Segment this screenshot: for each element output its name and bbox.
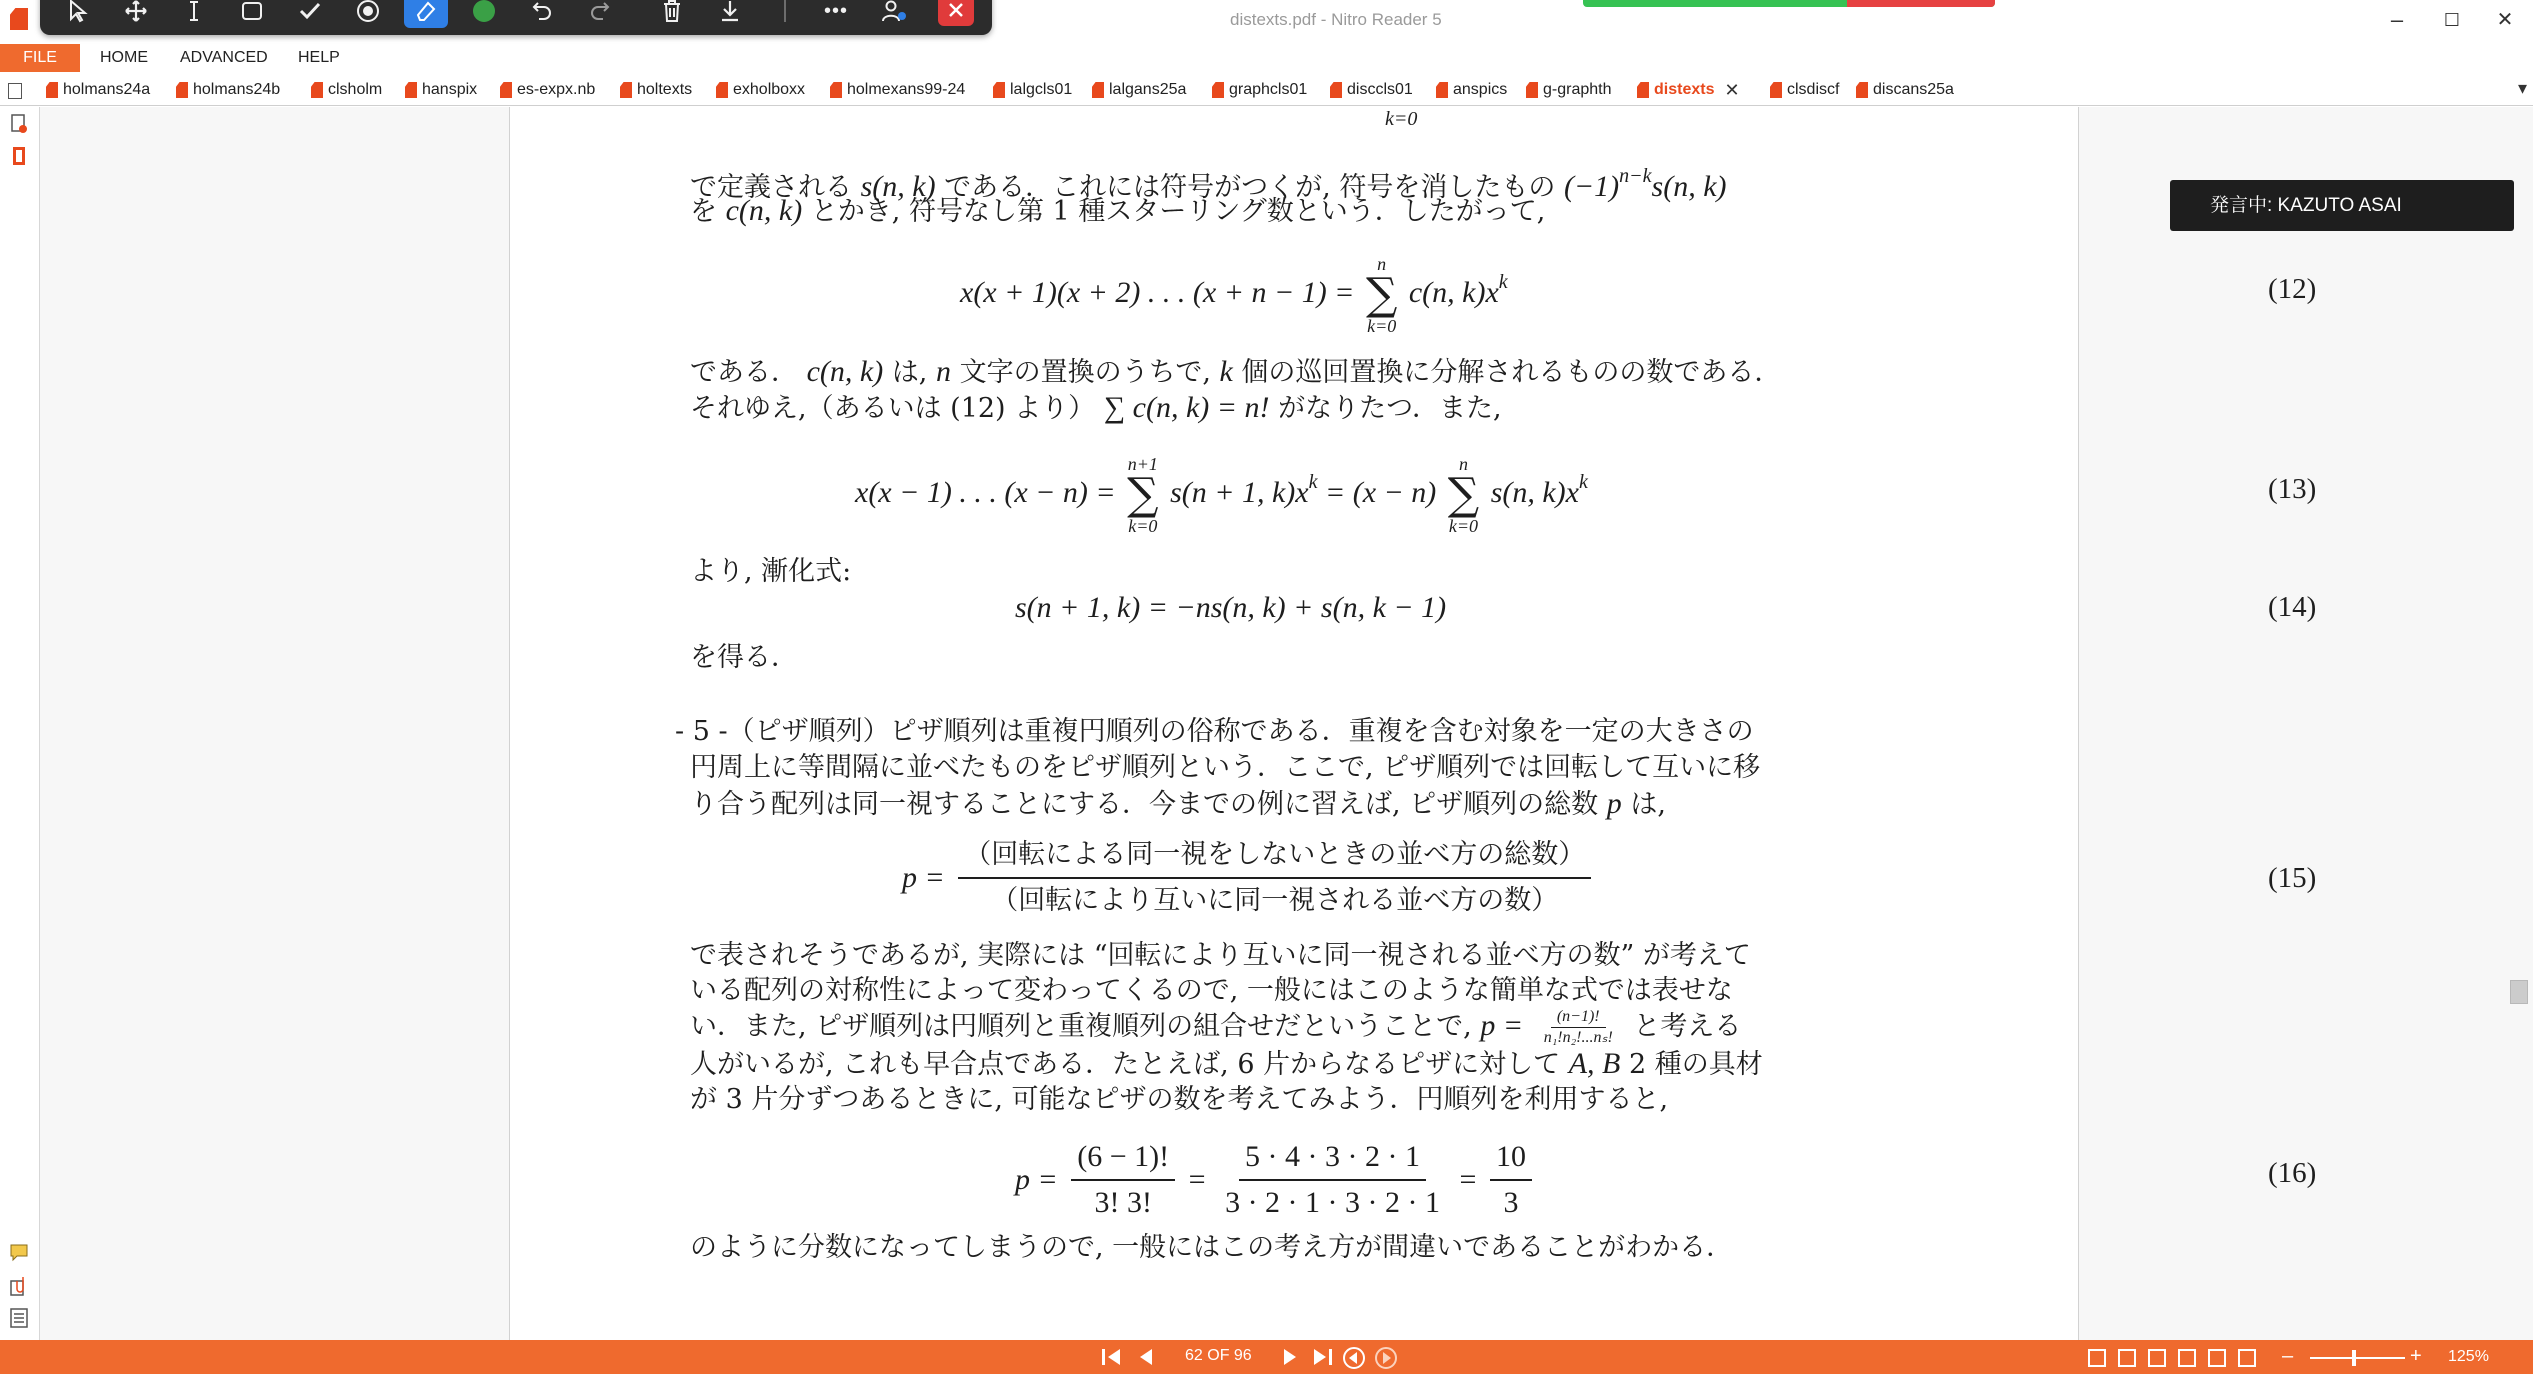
pdf-file-icon: [830, 82, 842, 98]
tab-holmans24a[interactable]: holmans24a: [46, 78, 150, 102]
first-page-icon[interactable]: [1100, 1346, 1128, 1373]
vertical-scrollbar-thumb[interactable]: [2510, 980, 2528, 1004]
document-viewport[interactable]: [40, 107, 2533, 1340]
document-tab-bar: [0, 74, 2533, 106]
toolbar-divider: [784, 0, 786, 22]
equation-13: x(x − 1) . . . (x − n) = n+1 ∑ k=0 s(n + 1, $k)x^k = (x - n)$ n ∑ k=0 s(n, $k)x^k$: [855, 454, 1588, 537]
minimize-button[interactable]: –: [2390, 7, 2404, 32]
pdf-file-icon: [500, 82, 512, 98]
equation-number-15: (15): [2268, 862, 2317, 894]
select-arrow-icon[interactable]: [56, 0, 100, 28]
last-page-icon[interactable]: [1308, 1346, 1336, 1373]
tab-es-expx[interactable]: es-expx.nb: [500, 78, 595, 102]
pages-thumbnail-icon[interactable]: [9, 113, 29, 135]
maximize-button[interactable]: ☐: [2443, 10, 2461, 30]
paragraph-line: のように分数になってしまうので, 一般にはこの考え方が間違いであることがわかる．: [690, 1232, 1734, 1263]
continuous-view-icon[interactable]: [2118, 1349, 2136, 1367]
tab-graphcls01[interactable]: graphcls01: [1212, 78, 1307, 102]
equation-number-13: (13): [2268, 473, 2317, 505]
ribbon-menu: [0, 44, 2533, 72]
pdf-file-icon: [716, 82, 728, 98]
equation-number-12: (12): [2268, 273, 2317, 305]
attachments-icon[interactable]: [9, 1275, 29, 1297]
undo-icon[interactable]: [520, 0, 564, 28]
equation-12: x(x + 1)(x + 2) . . . (x + n − 1) = n ∑ k=0 c(n, $k)x^k$: [960, 254, 1508, 337]
tab-exholboxx[interactable]: exholboxx: [716, 78, 805, 102]
previous-page-icon[interactable]: [1136, 1346, 1156, 1373]
pdf-file-icon: [1092, 82, 1104, 98]
pdf-file-icon: [311, 82, 323, 98]
comments-icon[interactable]: [9, 1242, 29, 1264]
tab-distexts[interactable]: distexts ✕: [1637, 78, 1740, 102]
zoom-in-button[interactable]: +: [2410, 1345, 2422, 1367]
annotation-toolbar: [40, 0, 992, 35]
output-list-icon[interactable]: [9, 1307, 29, 1329]
tab-holmans24b[interactable]: holmans24b: [176, 78, 280, 102]
tab-lalgcls01[interactable]: lalgcls01: [993, 78, 1072, 102]
move-icon[interactable]: [114, 0, 158, 28]
single-page-view-icon[interactable]: [2088, 1349, 2106, 1367]
paragraph-line: 円周上に等間隔に並べたものをピザ順列という．ここで, ピザ順列では回転して互いに移: [690, 752, 1761, 783]
text-cursor-icon[interactable]: [172, 0, 216, 28]
equation-15: p = $\frac{\text{（回転による同一視をしないときの並べ方の総数）}}{\text{（回転により互いに同一視される並べ方の数）}}$: [902, 835, 1597, 921]
status-bar: [0, 1340, 2533, 1374]
document-list-icon[interactable]: [8, 83, 22, 99]
equation-16: p = $\frac{(6 - 1)!}{3! 3!}$ = $\frac{5 \cdot 4 \cdot 3 \cdot 2 \cdot 1}{3 \cdot 2 \cdot 1 \cdot 3 \cdot 2 \cdot 1}$ = $\frac{10}{3}$: [1015, 1137, 1538, 1223]
pdf-file-icon: [176, 82, 188, 98]
tab-hanspix[interactable]: hanspix: [405, 78, 477, 102]
pdf-file-icon: [620, 82, 632, 98]
menu-advanced[interactable]: ADVANCED: [180, 49, 268, 66]
tab-discans25a[interactable]: discans25a: [1856, 78, 1954, 102]
user-settings-icon[interactable]: [872, 0, 916, 28]
zoom-out-button[interactable]: –: [2282, 1345, 2294, 1367]
pdf-file-icon: [1526, 82, 1538, 98]
speaking-indicator: 発言中: KAZUTO ASAI: [2170, 180, 2514, 231]
tab-close-icon[interactable]: ✕: [1724, 79, 1740, 100]
menu-home[interactable]: HOME: [100, 49, 148, 66]
pdf-file-icon: [1856, 82, 1868, 98]
pdf-file-icon: [993, 82, 1005, 98]
checkmark-icon[interactable]: [288, 0, 332, 28]
facing-view-icon[interactable]: [2148, 1349, 2166, 1367]
paragraph-line: 人がいるが, これも早合点である．たとえば, 6 片からなるピザに対して A, B 2 種の具材: [690, 1047, 1763, 1080]
redo-icon[interactable]: [578, 0, 622, 28]
equation-14: s(n + 1, k) = −ns(n, k) + s(n, k − 1): [1015, 591, 1447, 624]
paragraph-line: で表されそうであるが, 実際には “回転により互いに同一視される並べ方の数” が考えて: [690, 940, 1751, 971]
sum-limit-fragment: k=0: [1385, 108, 1418, 130]
pdf-file-icon: [46, 82, 58, 98]
equation-number-16: (16): [2268, 1157, 2317, 1189]
section-5-line: - 5 -（ピザ順列）ピザ順列は重複円順列の俗称である．重複を含む対象を一定の大きさの: [675, 716, 1754, 747]
close-toolbar-icon[interactable]: [938, 0, 974, 26]
tab-lalgans25a[interactable]: lalgans25a: [1092, 78, 1186, 102]
next-view-icon[interactable]: [1374, 1346, 1398, 1374]
status-strip-red: [1847, 0, 1995, 7]
pdf-file-icon: [1330, 82, 1342, 98]
tab-clsdiscf[interactable]: clsdiscf: [1770, 78, 1839, 102]
meeting-status-strip: [1583, 0, 1995, 7]
more-options-button[interactable]: •••: [823, 0, 848, 22]
nitro-logo-icon: [10, 8, 28, 30]
paragraph-line: である． c(n, k) は, n 文字の置換のうちで, k 個の巡回置換に分解されるものの数である．: [690, 355, 1782, 388]
pdf-file-icon: [1212, 82, 1224, 98]
menu-file[interactable]: FILE: [0, 44, 80, 72]
close-window-button[interactable]: ✕: [2496, 9, 2514, 31]
paragraph-line: り合う配列は同一視することにする．今までの例に習えば, ピザ順列の総数 p は,: [690, 787, 1666, 820]
tab-holmexans99-24[interactable]: holmexans99-24: [830, 78, 965, 102]
tab-anspics[interactable]: anspics: [1436, 78, 1507, 102]
tab-overflow-chevron-icon[interactable]: ▾: [2517, 78, 2527, 98]
paragraph-line: い．また, ピザ順列は円順列と重複順列の組合せだということで, p = $\frac{(n-1)!}{\text{n₁!n₂!...nₛ!}}$ と考える: [690, 1008, 1742, 1046]
paragraph-line: を c(n, k) とかき, 符号なし第 1 種スターリング数という．したがって,: [690, 194, 1546, 227]
paragraph-line: いる配列の対称性によって変わってくるので, 一般にはこのような簡単な式では表せな: [690, 975, 1733, 1006]
rectangle-icon[interactable]: [230, 0, 274, 28]
equation-number-14: (14): [2268, 591, 2317, 623]
tab-g-graphth[interactable]: g-graphth: [1526, 78, 1612, 102]
download-icon[interactable]: [708, 0, 752, 28]
zoom-slider-thumb[interactable]: [2352, 1350, 2356, 1366]
pdf-file-icon: [1770, 82, 1782, 98]
paragraph-line: より, 漸化式:: [690, 556, 852, 587]
tab-holtexts[interactable]: holtexts: [620, 78, 692, 102]
tab-clsholm[interactable]: clsholm: [311, 78, 382, 102]
eraser-icon[interactable]: [404, 0, 448, 28]
paragraph-line: で定義される s(n, k) である．これには符号がつくが, 符号を消したもの $(-1)^{n-k}s(n$, k): [690, 165, 1727, 203]
paragraph-line: を得る．: [690, 642, 798, 673]
pdf-file-icon: [405, 82, 417, 98]
next-page-icon[interactable]: [1280, 1346, 1300, 1373]
tab-disccls01[interactable]: disccls01: [1330, 78, 1413, 102]
stamp-icon[interactable]: [346, 0, 390, 28]
trash-icon[interactable]: [650, 0, 694, 28]
paragraph-line: が 3 片分ずつあるときに, 可能なピザの数を考えてみよう．円順列を利用すると,: [690, 1084, 1669, 1115]
fit-width-icon[interactable]: [2208, 1349, 2226, 1367]
pdf-file-icon: [1637, 82, 1649, 98]
window-title: distexts.pdf - Nitro Reader 5: [1230, 10, 1442, 29]
paragraph-line: それゆえ,（あるいは (12) より） ∑ c(n, k) = n! がなりたつ．また,: [690, 391, 1502, 424]
menu-help[interactable]: HELP: [298, 49, 340, 66]
zoom-level[interactable]: 125%: [2448, 1348, 2489, 1365]
color-picker-icon[interactable]: [462, 0, 506, 28]
facing-continuous-view-icon[interactable]: [2178, 1349, 2196, 1367]
fit-page-icon[interactable]: [2238, 1349, 2256, 1367]
zoom-slider-track[interactable]: [2310, 1357, 2405, 1359]
page-number-indicator[interactable]: 62 OF 96: [1185, 1347, 1252, 1364]
pdf-file-icon: [1436, 82, 1448, 98]
bookmarks-icon[interactable]: [9, 145, 29, 167]
left-side-panel: [0, 107, 40, 1340]
previous-view-icon[interactable]: [1342, 1346, 1366, 1374]
